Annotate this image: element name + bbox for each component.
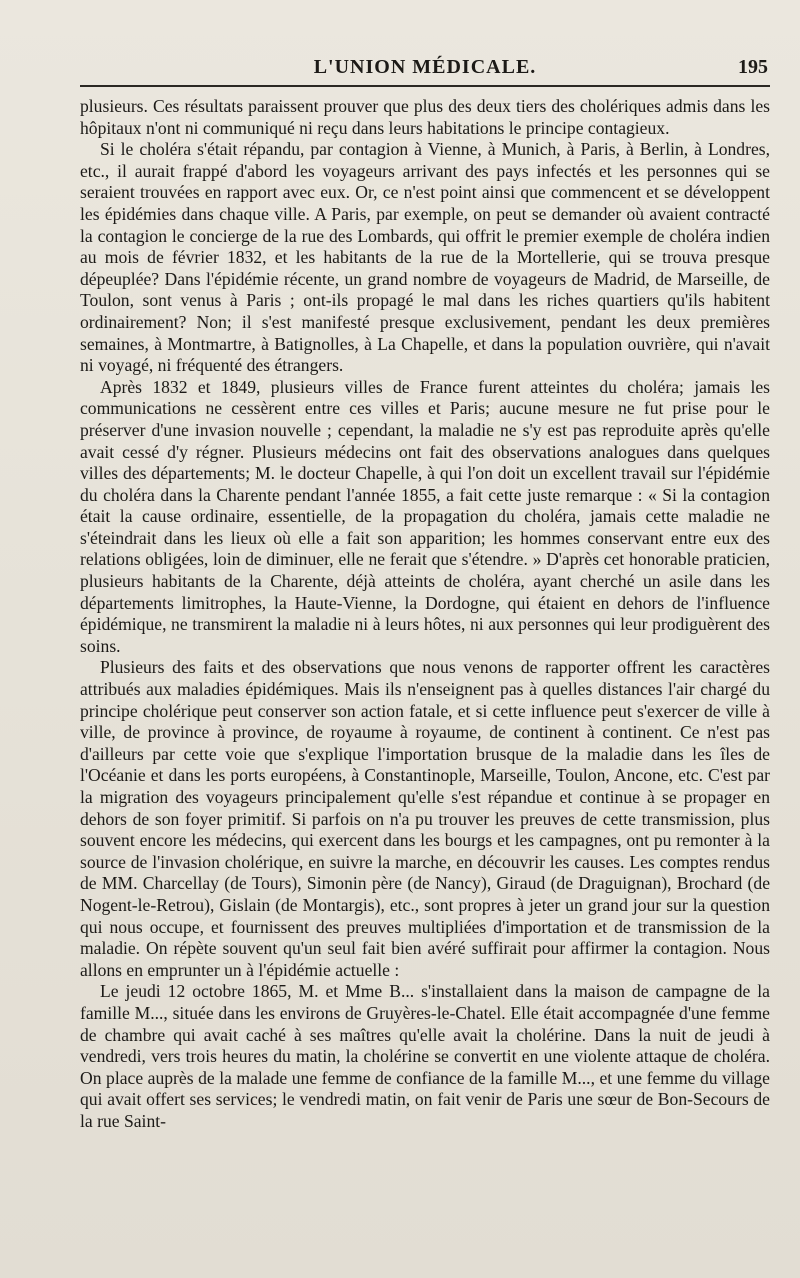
header-rule [80,85,770,87]
paragraph: Plusieurs des faits et des observations que nous venons de rapporter offrent les caractères attribués aux maladies épidémiques. Mais ils n'enseignent pas à quelles distances l'air chargé du principe cholérique peut conserver son action fatale, et si cette influence peut s'exercer de ville à ville, de province à province, de royaume à royaume, de continent à continent. Ce n'est pas d'ailleurs par cette voie que s'explique l'importation brusque de la maladie dans les îles de l'Océanie et dans les ports européens, à Constantinople, Marseille, Toulon, Ancone, etc. C'est par la migration des voyageurs principalement qu'elle s'est répandue et continue à se propager en dehors de son foyer primitif. Si parfois on n'a pu trouver les preuves de cette transmission, plus souvent encore les médecins, qui exercent dans les bourgs et les campagnes, ont pu remonter à la source de l'invasion cholérique, en suivre la marche, en découvrir les causes. Les comptes rendus de MM. Charcellay (de Tours), Simonin père (de Nancy), Giraud (de Draguignan), Brochard (de Nogent-le-Retrou), Gislain (de Montargis), etc., sont propres à jeter un grand jour sur la question qui nous occupe, et fournissent des preuves multipliées d'importation et de transmission de la maladie. On répète souvent qu'un seul fait bien avéré suffirait pour affirmer la contagion. Nous allons en emprunter un à l'épidémie actuelle : [80,657,770,980]
page-number: 195 [738,56,768,78]
paragraph: plusieurs. Ces résultats paraissent prouver que plus des deux tiers des cholériques admis dans les hôpitaux n'ont ni communiqué ni reçu dans leurs habitations le principe contagieux. [80,96,770,138]
paragraph: Si le choléra s'était répandu, par contagion à Vienne, à Munich, à Paris, à Berlin, à Londres, etc., il aurait frappé d'abord les voyageurs arrivant des pays infectés et les personnes qui se seraient trouvées en rapport avec eux. Or, ce n'est point ainsi que commencent et se développent les épidémies dans chaque ville. A Paris, par exemple, on peut se demander où avaient contracté la contagion le concierge de la rue des Lombards, qui offrit le premier exemple de choléra indien au mois de février 1832, et les habitants de la rue de la Mortellerie, qui se trouva presque dépeuplée? Dans l'épidémie récente, un grand nombre de voyageurs de Madrid, de Marseille, de Toulon, sont venus à Paris ; ont-ils propagé le mal dans les riches quartiers qu'ils habitent ordinairement? Non; il s'est manifesté presque exclusivement, pendant les deux premières semaines, à Montmartre, à Batignolles, à La Chapelle, et dans la population ouvrière, qui n'avait ni voyagé, ni fréquenté des étrangers. [80,139,770,376]
paragraph: Après 1832 et 1849, plusieurs villes de France furent atteintes du choléra; jamais les communications ne cessèrent entre ces villes et Paris; aucune mesure ne fut prise pour le préserver d'une invasion nouvelle ; cependant, la maladie ne s'y est pas reproduite après qu'elle avait cessé d'y régner. Plusieurs médecins ont fait des observations analogues dans quelques villes des départements; M. le docteur Chapelle, à qui l'on doit un excellent travail sur l'épidémie du choléra dans la Charente pendant l'année 1855, a fait cette juste remarque : « Si la contagion était la cause ordinaire, essentielle, de la propagation du choléra, jamais cette maladie ne s'éteindrait dans les lieux où elle a fait son apparition; les hommes conservant entre eux des relations obligées, loin de diminuer, elle ne ferait que s'étendre. » D'après cet honorable praticien, plusieurs habitants de la Charente, déjà atteints de choléra, ayant cherché un asile dans les départements limitrophes, la Haute-Vienne, la Dordogne, qui étaient en dehors de l'influence épidémique, ne transmirent la maladie ni à leurs hôtes, ni aux personnes qui leur prodiguèrent des soins. [80,376,770,656]
body-text [80,96,770,1133]
page-header [80,56,770,82]
running-title: L'UNION MÉDICALE. [313,56,537,78]
paragraph: Le jeudi 12 octobre 1865, M. et Mme B... s'installaient dans la maison de campagne de la famille M..., située dans les environs de Gruyères-le-Chatel. Elle était accompagnée d'une femme de chambre qui avait caché à ses maîtres qu'elle avait la cholérine. Dans la nuit de jeudi à vendredi, vers trois heures du matin, la cholérine se convertit en une violente attaque de choléra. On place auprès de la malade une femme de confiance de la famille M..., et une femme du village qui avait offert ses services; le vendredi matin, on fait venir de Paris une sœur de Bon-Secours de la rue Saint- [80,981,770,1131]
